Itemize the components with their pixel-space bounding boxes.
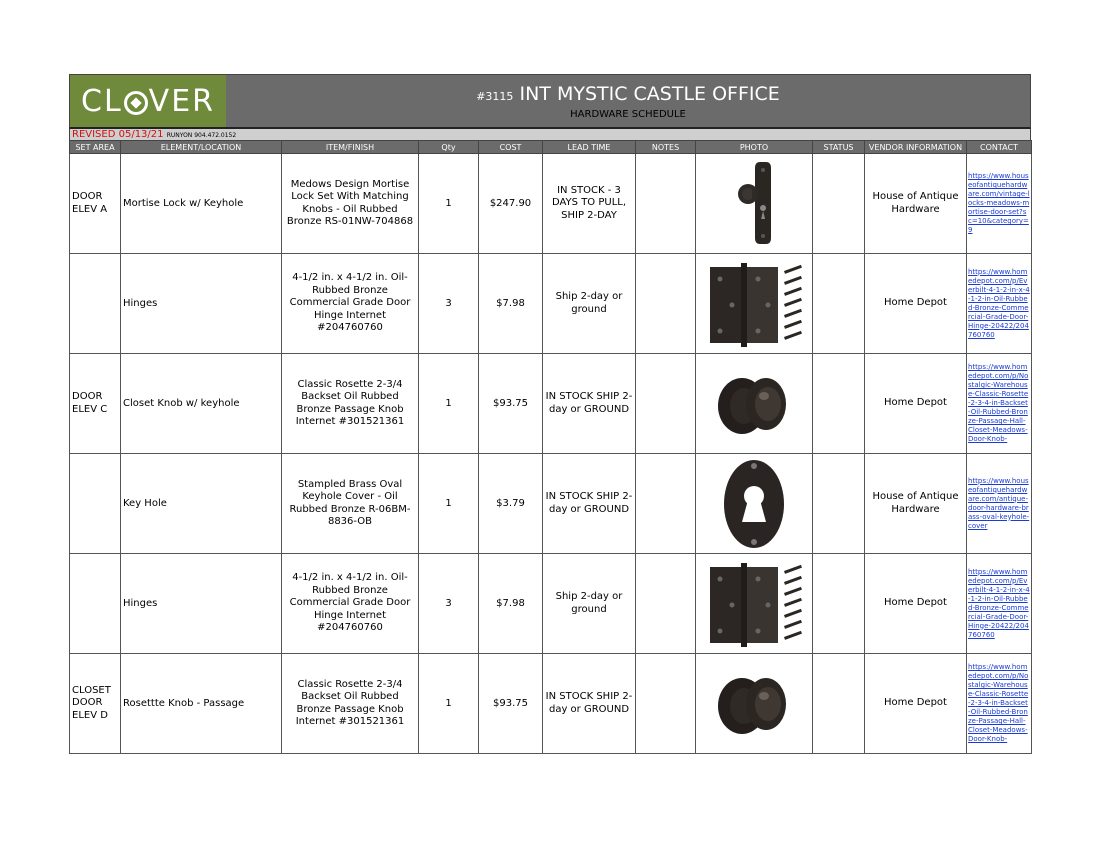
lead-time-cell: Ship 2-day or ground bbox=[543, 254, 636, 354]
notes-cell bbox=[636, 454, 696, 554]
vendor-cell: Home Depot bbox=[865, 354, 967, 454]
vendor-cell: Home Depot bbox=[865, 254, 967, 354]
lead-time-cell: IN STOCK SHIP 2-day or GROUND bbox=[543, 454, 636, 554]
column-header-lead-time[interactable]: LEAD TIME bbox=[543, 141, 636, 154]
column-header-item-finish[interactable]: ITEM/FINISH bbox=[282, 141, 419, 154]
set-area-cell bbox=[70, 554, 121, 654]
set-area-cell bbox=[70, 254, 121, 354]
lead-time-cell: IN STOCK SHIP 2-day or GROUND bbox=[543, 654, 636, 754]
column-header-notes[interactable]: NOTES bbox=[636, 141, 696, 154]
lead-time-cell: Ship 2-day or ground bbox=[543, 554, 636, 654]
vendor-cell: Home Depot bbox=[865, 554, 967, 654]
element-location-cell: Hinges bbox=[121, 254, 282, 354]
qty-cell: 1 bbox=[419, 454, 479, 554]
set-area-cell: DOOR ELEV C bbox=[70, 354, 121, 454]
qty-cell: 1 bbox=[419, 354, 479, 454]
table-row bbox=[70, 154, 1032, 254]
logo-text-left: CL bbox=[81, 83, 123, 119]
header-banner bbox=[69, 74, 1031, 129]
vendor-cell: Home Depot bbox=[865, 654, 967, 754]
mortise-lock-photo bbox=[704, 156, 804, 252]
column-header-status[interactable]: STATUS bbox=[813, 141, 865, 154]
project-title: INT MYSTIC CASTLE OFFICE bbox=[519, 83, 780, 105]
schedule-table bbox=[69, 140, 1032, 754]
page-title bbox=[226, 84, 1030, 107]
contact-link[interactable]: https://www.houseofantiquehardware.com/vintage-locks-meadows-mortise-door-set?sc=10&category=9 bbox=[967, 154, 1032, 254]
vendor-cell: House of Antique Hardware bbox=[865, 154, 967, 254]
cost-cell: $93.75 bbox=[479, 354, 543, 454]
hardware-schedule-sheet bbox=[69, 74, 1031, 754]
photo-cell bbox=[696, 454, 813, 554]
photo-cell bbox=[696, 554, 813, 654]
photo-cell bbox=[696, 354, 813, 454]
contact-link[interactable]: https://www.homedepot.com/p/Nostalgic-Warehouse-Classic-Rosette-2-3-4-in-Backset-Oil-Rubbed-Bronze-Passage-Hall-Closet-Meadows-Door-Knob- bbox=[967, 654, 1032, 754]
photo-cell bbox=[696, 254, 813, 354]
status-cell bbox=[813, 254, 865, 354]
clover-logo bbox=[70, 75, 226, 127]
item-finish-cell: 4-1/2 in. x 4-1/2 in. Oil-Rubbed Bronze Commercial Grade Door Hinge Internet #204760760 bbox=[282, 254, 419, 354]
table-row bbox=[70, 454, 1032, 554]
item-finish-cell: Classic Rosette 2-3/4 Backset Oil Rubbed Bronze Passage Knob Internet #301521361 bbox=[282, 654, 419, 754]
qty-cell: 1 bbox=[419, 154, 479, 254]
lead-time-cell: IN STOCK - 3 DAYS TO PULL, SHIP 2-DAY bbox=[543, 154, 636, 254]
item-finish-cell: Medows Design Mortise Lock Set With Matching Knobs - Oil Rubbed Bronze RS-01NW-704868 bbox=[282, 154, 419, 254]
keyhole-photo bbox=[714, 456, 794, 552]
vendor-cell: House of Antique Hardware bbox=[865, 454, 967, 554]
status-cell bbox=[813, 354, 865, 454]
cost-cell: $93.75 bbox=[479, 654, 543, 754]
status-cell bbox=[813, 154, 865, 254]
element-location-cell: Closet Knob w/ keyhole bbox=[121, 354, 282, 454]
revised-date: REVISED 05/13/21 bbox=[72, 129, 164, 140]
table-row bbox=[70, 554, 1032, 654]
lead-time-cell: IN STOCK SHIP 2-day or GROUND bbox=[543, 354, 636, 454]
contact-link[interactable]: https://www.homedepot.com/p/Everbilt-4-1-2-in-x-4-1-2-in-Oil-Rubbed-Bronze-Commercial-Grade-Door-Hinge-20422/204760760 bbox=[967, 254, 1032, 354]
knob-photo bbox=[704, 664, 804, 744]
qty-cell: 3 bbox=[419, 554, 479, 654]
element-location-cell: Key Hole bbox=[121, 454, 282, 554]
table-row bbox=[70, 354, 1032, 454]
notes-cell bbox=[636, 554, 696, 654]
item-finish-cell: 4-1/2 in. x 4-1/2 in. Oil-Rubbed Bronze Commercial Grade Door Hinge Internet #204760760 bbox=[282, 554, 419, 654]
title-block bbox=[226, 75, 1030, 127]
set-area-cell: CLOSET DOOR ELEV D bbox=[70, 654, 121, 754]
cost-cell: $247.90 bbox=[479, 154, 543, 254]
photo-cell bbox=[696, 154, 813, 254]
set-area-cell: DOOR ELEV A bbox=[70, 154, 121, 254]
element-location-cell: Rosettte Knob - Passage bbox=[121, 654, 282, 754]
column-header-set-area[interactable]: SET AREA bbox=[70, 141, 121, 154]
hinge-photo bbox=[702, 259, 806, 349]
contact-link[interactable]: https://www.homedepot.com/p/Everbilt-4-1-2-in-x-4-1-2-in-Oil-Rubbed-Bronze-Commercial-Grade-Door-Hinge-20422/204760760 bbox=[967, 554, 1032, 654]
qty-cell: 3 bbox=[419, 254, 479, 354]
cost-cell: $3.79 bbox=[479, 454, 543, 554]
element-location-cell: Hinges bbox=[121, 554, 282, 654]
clover-o-icon bbox=[124, 91, 148, 115]
contact-phone: RUNYON 904.472.0152 bbox=[166, 132, 237, 139]
contact-link[interactable]: https://www.homedepot.com/p/Nostalgic-Warehouse-Classic-Rosette-2-3-4-in-Backset-Oil-Rubbed-Bronze-Passage-Hall-Closet-Meadows-Door-Knob- bbox=[967, 354, 1032, 454]
notes-cell bbox=[636, 354, 696, 454]
item-finish-cell: Stampled Brass Oval Keyhole Cover - Oil Rubbed Bronze R-06BM-8836-OB bbox=[282, 454, 419, 554]
table-row bbox=[70, 654, 1032, 754]
knob-photo bbox=[704, 364, 804, 444]
column-header-photo[interactable]: PHOTO bbox=[696, 141, 813, 154]
set-area-cell bbox=[70, 454, 121, 554]
notes-cell bbox=[636, 154, 696, 254]
item-finish-cell: Classic Rosette 2-3/4 Backset Oil Rubbed Bronze Passage Knob Internet #301521361 bbox=[282, 354, 419, 454]
photo-cell bbox=[696, 654, 813, 754]
qty-cell: 1 bbox=[419, 654, 479, 754]
logo-text-right: VER bbox=[148, 83, 215, 119]
page-subtitle: HARDWARE SCHEDULE bbox=[570, 109, 686, 120]
column-header-cost[interactable]: COST bbox=[479, 141, 543, 154]
hinge-photo bbox=[702, 559, 806, 649]
project-number: #3115 bbox=[476, 90, 514, 103]
column-header-qty[interactable]: Qty bbox=[419, 141, 479, 154]
status-cell bbox=[813, 454, 865, 554]
notes-cell bbox=[636, 654, 696, 754]
column-header-element-location[interactable]: ELEMENT/LOCATION bbox=[121, 141, 282, 154]
table-row bbox=[70, 254, 1032, 354]
column-header-contact[interactable]: CONTACT bbox=[967, 141, 1032, 154]
notes-cell bbox=[636, 254, 696, 354]
status-cell bbox=[813, 554, 865, 654]
status-cell bbox=[813, 654, 865, 754]
revision-row bbox=[69, 129, 1031, 140]
contact-link[interactable]: https://www.houseofantiquehardware.com/antique-door-hardware-brass-oval-keyhole-cover bbox=[967, 454, 1032, 554]
cost-cell: $7.98 bbox=[479, 554, 543, 654]
table-header-row bbox=[70, 141, 1032, 154]
element-location-cell: Mortise Lock w/ Keyhole bbox=[121, 154, 282, 254]
cost-cell: $7.98 bbox=[479, 254, 543, 354]
column-header-vendor-information[interactable]: VENDOR INFORMATION bbox=[865, 141, 967, 154]
